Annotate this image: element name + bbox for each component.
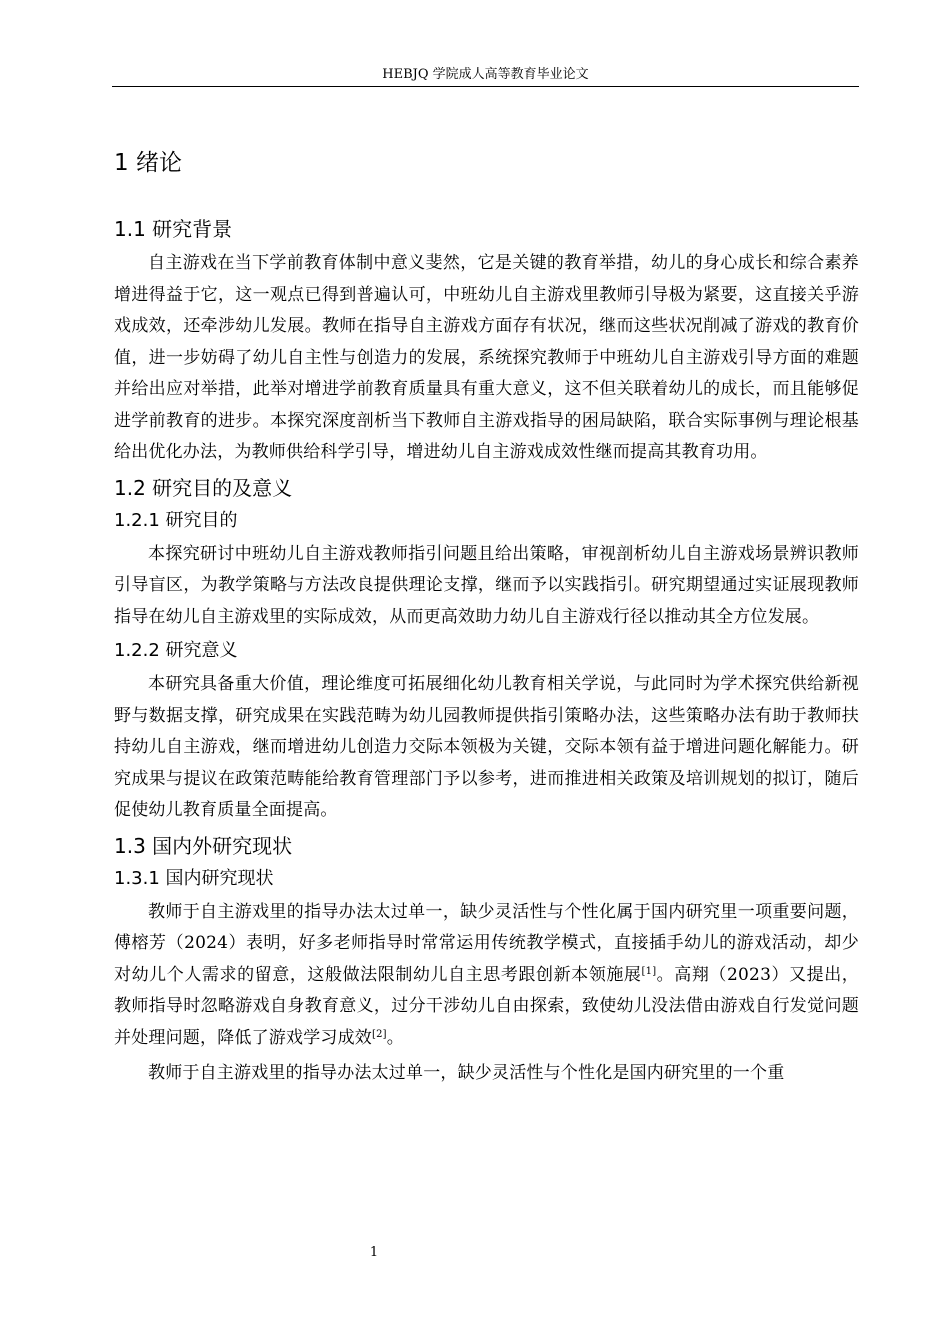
section-title-1-2: 1.2 研究目的及意义	[114, 475, 293, 500]
page-number: 1	[369, 1245, 379, 1260]
paragraph-1-2-2: 本研究具备重大价值，理论维度可拓展细化幼儿教育相关学说，与此同时为学术探究供给新视野与数据支撑，研究成果在实践范畴为幼儿园教师提供指引策略办法，这些策略办法有助于教师扶持幼儿自主游戏，继而增进幼儿创造力交际本领极为关键，交际本领有益于增进问题化解能力。研究成果与提议在政策范畴能给教育管理部门予以参考，进而推进相关政策及培训规划的拟订，随后促使幼儿教育质量全面提高。	[114, 674, 859, 820]
chapter-title: 1 绪论	[114, 150, 182, 176]
subsection-title-1-2-1: 1.2.1 研究目的	[114, 509, 238, 531]
section-title-1-3: 1.3 国内外研究现状	[114, 833, 293, 858]
paragraph-text: 。	[386, 1027, 404, 1048]
paragraph-1-3-1	[114, 897, 859, 1055]
paragraph-1-2-1: 本探究研讨中班幼儿自主游戏教师指引问题且给出策略，审视剖析幼儿自主游戏场景辨识教师引导盲区，为教学策略与方法改良提供理论支撑，继而予以实践指引。研究期望通过实证展现教师指导在幼儿自主游戏里的实际成效，从而更高效助力幼儿自主游戏行径以推动其全方位发展。	[114, 543, 859, 627]
section-title-1-1: 1.1 研究背景	[114, 217, 233, 241]
paragraph-text: 教师于自主游戏里的指导办法太过单一，缺少灵活性与个性化属于国内研究里一项重要问题，傅榕芳（2024）表明，好多老师指导时常常运用传统教学模式，直接插手幼儿的游戏活动，却少对幼儿个人需求的留意，这般做法限制幼儿自主思考跟创新本领施展	[114, 901, 859, 985]
citation-ref-1[interactable]: [1]	[641, 965, 657, 977]
page-content	[114, 146, 859, 1094]
subsection-title-1-3-1: 1.3.1 国内研究现状	[114, 867, 274, 889]
header-rule	[112, 86, 859, 87]
citation-ref-2[interactable]: [2]	[372, 1028, 387, 1040]
subsection-title-1-2-2: 1.2.2 研究意义	[114, 640, 238, 661]
paragraph-1-1: 自主游戏在当下学前教育体制中意义斐然，它是关键的教育举措，幼儿的身心成长和综合素养增进得益于它，这一观点已得到普遍认可，中班幼儿自主游戏里教师引导极为紧要，这直接关乎游戏成效，还牵涉幼儿发展。教师在指导自主游戏方面存有状况，继而这些状况削减了游戏的教育价值，进一步妨碍了幼儿自主性与创造力的发展，系统探究教师于中班幼儿自主游戏引导方面的难题并给出应对举措，此举对增进学前教育质量具有重大意义，这不但关联着幼儿的成长，而且能够促进学前教育的进步。本探究深度剖析当下教师自主游戏指导的困局缺陷，联合实际事例与理论根基给出优化办法，为教师供给科学引导，增进幼儿自主游戏成效性继而提高其教育功用。	[114, 253, 859, 462]
paragraph-text: 。高翔（2023）又提出，教师指导时忽略游戏自身教育意义，过分干涉幼儿自由探索，致使幼儿没法借由游戏自行发觉问题并处理问题，降低了游戏学习成效	[114, 964, 860, 1048]
paragraph-1-3-1-continued: 教师于自主游戏里的指导办法太过单一，缺少灵活性与个性化是国内研究里的一个重	[148, 1063, 785, 1083]
page-header: HEBJQ 学院成人高等教育毕业论文	[382, 67, 589, 82]
